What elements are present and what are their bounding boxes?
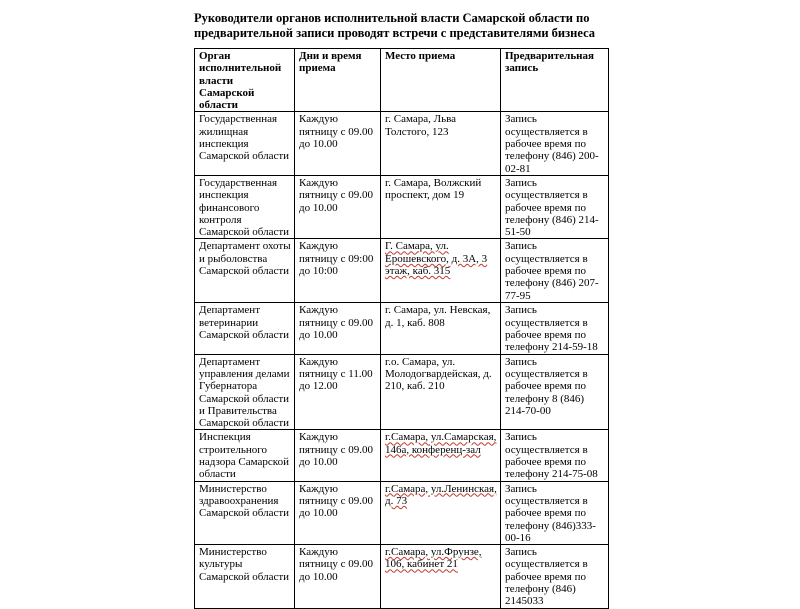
time-cell: Каждую пятницу с 09.00 до 10.00 (295, 481, 381, 544)
organ-cell: Государственная жилищная инспекция Самарской области (195, 112, 295, 175)
table-row (195, 481, 609, 544)
time-cell: Каждую пятницу с 09.00 до 10.00 (295, 175, 381, 238)
time-cell: Каждую пятницу с 09.00 до 10.00 (295, 112, 381, 175)
time-cell: Каждую пятницу с 11.00 до 12.00 (295, 354, 381, 430)
document-title: Руководители органов исполнительной власти Самарской области по предварительной записи проводят встречи с представителями бизнеса (194, 11, 596, 40)
place-cell: Г. Самара, ул. Ерошевского, д. 3А, 3 этаж, каб. 315 (381, 239, 501, 303)
record-cell: Запись осуществляется в рабочее время по телефону (846) 200-02-81 (501, 112, 609, 175)
record-cell: Запись осуществляется в рабочее время по телефону 8 (846) 214-70-00 (501, 354, 609, 430)
record-cell: Запись осуществляется в рабочее время по телефону 214-75-08 (501, 430, 609, 481)
header-time: Дни и время приема (295, 49, 381, 112)
table-row (195, 303, 609, 354)
table-header-row (195, 49, 609, 112)
schedule-table (194, 48, 609, 609)
table-row (195, 112, 609, 175)
record-cell: Запись осуществляется в рабочее время по телефону (846) 207-77-95 (501, 239, 609, 303)
table-row (195, 430, 609, 481)
place-cell: г.Самара, ул.Самарская, 146а, конференц-зал (381, 430, 501, 481)
place-cell: г. Самара, Волжский проспект, дом 19 (381, 175, 501, 238)
place-cell: г.о. Самара, ул. Молодогвардейская, д. 210, каб. 210 (381, 354, 501, 430)
record-cell: Запись осуществляется в рабочее время по телефону (846) 2145033 (501, 545, 609, 608)
table-row (195, 175, 609, 238)
header-record: Предварительная запись (501, 49, 609, 112)
organ-cell: Департамент ветеринарии Самарской области (195, 303, 295, 354)
time-cell: Каждую пятницу с 09:00 до 10:00 (295, 239, 381, 303)
record-cell: Запись осуществляется в рабочее время по телефону (846)333-00-16 (501, 481, 609, 544)
time-cell: Каждую пятницу с 09.00 до 10.00 (295, 303, 381, 354)
time-cell: Каждую пятницу с 09.00 до 10.00 (295, 545, 381, 608)
organ-cell: Инспекция строительного надзора Самарской области (195, 430, 295, 481)
header-place: Место приема (381, 49, 501, 112)
organ-cell: Департамент охоты и рыболовства Самарской области (195, 239, 295, 303)
organ-cell: Департамент управления делами Губернатора Самарской области и Правительства Самарской области (195, 354, 295, 430)
organ-cell: Министерство культуры Самарской области (195, 545, 295, 608)
place-cell: г. Самара, ул. Невская, д. 1, каб. 808 (381, 303, 501, 354)
table-row (195, 545, 609, 608)
place-cell: г. Самара, Льва Толстого, 123 (381, 112, 501, 175)
table-row (195, 354, 609, 430)
place-cell: г.Самара, ул.Фрунзе, 106, кабинет 21 (381, 545, 501, 608)
organ-cell: Министерство здравоохранения Самарской области (195, 481, 295, 544)
record-cell: Запись осуществляется в рабочее время по телефону (846) 214-51-50 (501, 175, 609, 238)
time-cell: Каждую пятницу с 09.00 до 10.00 (295, 430, 381, 481)
record-cell: Запись осуществляется в рабочее время по телефону 214-59-18 (501, 303, 609, 354)
table-row (195, 239, 609, 303)
organ-cell: Государственная инспекция финансового контроля Самарской области (195, 175, 295, 238)
place-cell: г.Самара, ул.Ленинская, д. 73 (381, 481, 501, 544)
header-organ: Орган исполнительной власти Самарской области (195, 49, 295, 112)
